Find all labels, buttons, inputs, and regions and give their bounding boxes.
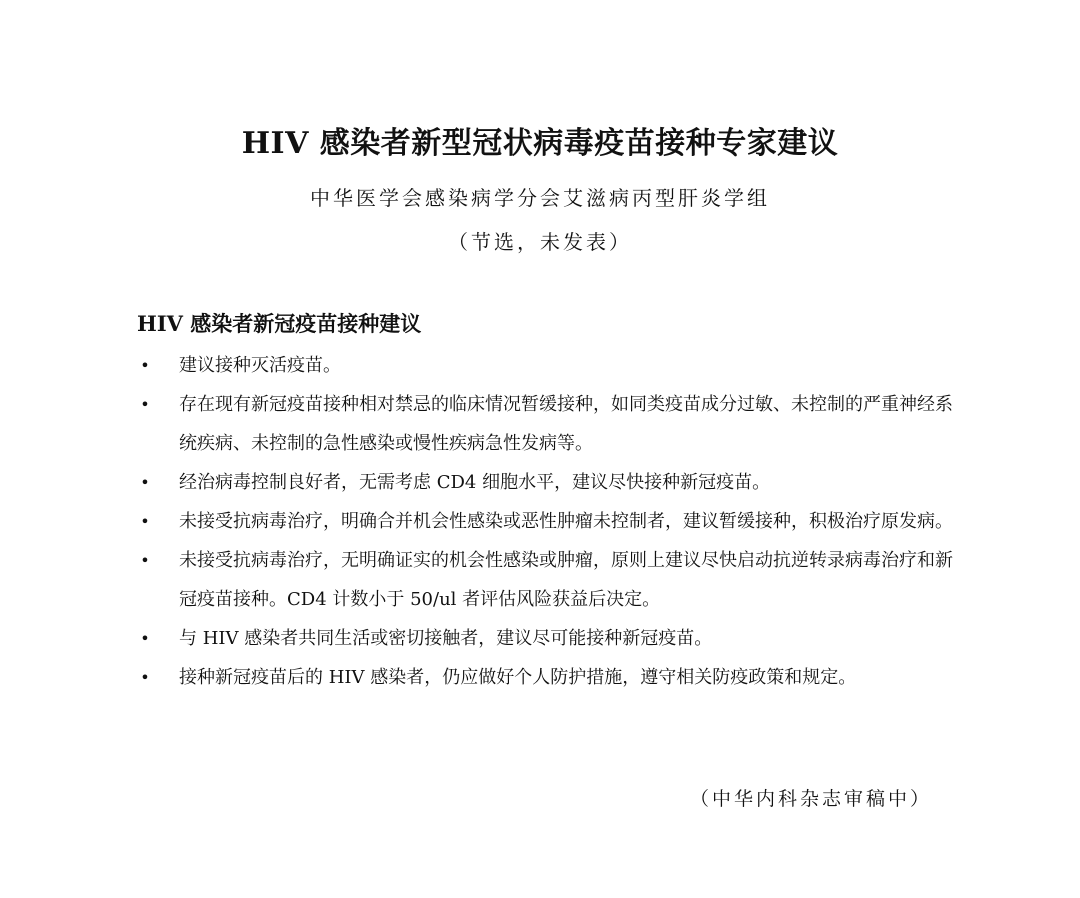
document-subtitle: 中华医学会感染病学分会艾滋病丙型肝炎学组 bbox=[310, 186, 770, 210]
bullet-icon: • bbox=[140, 668, 150, 687]
bullet-icon: • bbox=[140, 473, 150, 492]
document-footer: （中华内科杂志审稿中） bbox=[689, 788, 932, 810]
list-item bbox=[137, 541, 957, 619]
bullet-icon: • bbox=[140, 356, 150, 375]
bullet-icon: • bbox=[140, 629, 150, 648]
list-item bbox=[137, 346, 957, 385]
list-item bbox=[137, 658, 957, 697]
bullet-icon: • bbox=[140, 395, 150, 414]
bullet-icon: • bbox=[140, 512, 150, 531]
list-item-text: 存在现有新冠疫苗接种相对禁忌的临床情况暂缓接种，如同类疫苗成分过敏、未控制的严重神经系统疾病、未控制的急性感染或慢性疾病急性发病等。 bbox=[179, 394, 953, 454]
list-item-text: 与 HIV 感染者共同生活或密切接触者，建议尽可能接种新冠疫苗。 bbox=[179, 628, 713, 649]
list-item bbox=[137, 502, 957, 541]
list-item-text: 经治病毒控制良好者，无需考虑 CD4 细胞水平，建议尽快接种新冠疫苗。 bbox=[179, 472, 771, 493]
list-item bbox=[137, 463, 957, 502]
document-title: HIV 感染者新型冠状病毒疫苗接种专家建议 bbox=[241, 126, 839, 161]
recommendation-list bbox=[137, 346, 957, 697]
list-item bbox=[137, 385, 957, 463]
bullet-icon: • bbox=[140, 551, 150, 570]
list-item-text: 未接受抗病毒治疗，无明确证实的机会性感染或肿瘤，原则上建议尽快启动抗逆转录病毒治疗和新冠疫苗接种。CD4 计数小于 50/ul 者评估风险获益后决定。 bbox=[179, 550, 953, 610]
section-heading: HIV 感染者新冠疫苗接种建议 bbox=[137, 311, 422, 336]
list-item-text: 建议接种灭活疫苗。 bbox=[179, 355, 341, 376]
list-item-text: 接种新冠疫苗后的 HIV 感染者，仍应做好个人防护措施，遵守相关防疫政策和规定。 bbox=[179, 667, 857, 688]
list-item-text: 未接受抗病毒治疗，明确合并机会性感染或恶性肿瘤未控制者，建议暂缓接种，积极治疗原发病。 bbox=[179, 511, 953, 532]
list-item bbox=[137, 619, 957, 658]
document-note: （节选，未发表） bbox=[448, 230, 632, 254]
